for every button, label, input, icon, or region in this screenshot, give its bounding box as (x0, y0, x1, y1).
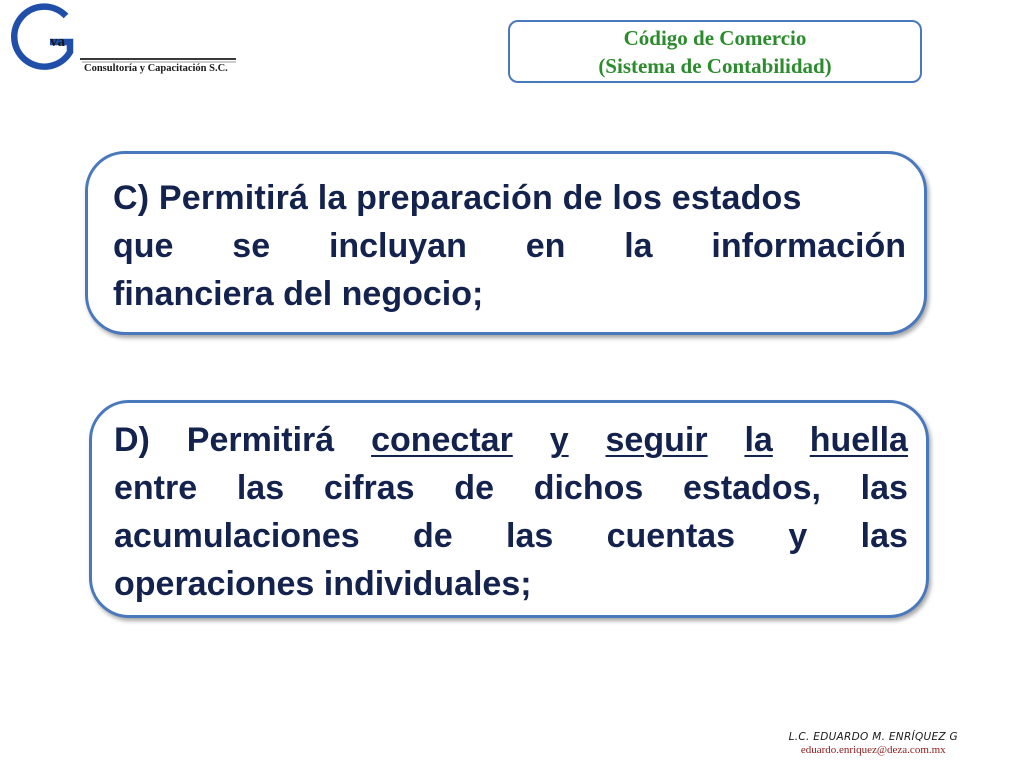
box-d-word: las (236, 469, 285, 507)
slide-title-box (508, 20, 922, 83)
box-d-word: acumulaciones (114, 517, 360, 555)
box-d-word: estados, (683, 469, 821, 507)
content-box-c (85, 151, 927, 335)
box-c-word: la (624, 227, 653, 265)
box-d-word: cifras (323, 469, 415, 507)
box-c-word: que (113, 227, 174, 265)
box-d-line-4: operaciones individuales; (114, 565, 532, 603)
logo-subtitle: Consultoría y Capacitación S.C. (84, 63, 228, 74)
box-d-line-2 (114, 464, 908, 512)
box-d-underlined-word: conectar (371, 421, 513, 459)
box-d-word: de (412, 517, 453, 555)
footer-signature (789, 731, 958, 756)
logo-superscript: va (50, 34, 65, 50)
box-d-word: D) (114, 421, 150, 459)
box-d-word: Permitirá (186, 421, 335, 459)
footer-email: eduardo.enriquez@deza.com.mx (800, 744, 946, 756)
box-d-underlined-word: seguir (605, 421, 708, 459)
box-c-word: incluyan (328, 227, 467, 265)
box-d-word: las (506, 517, 554, 555)
box-c-line-3: financiera del negocio; (113, 275, 484, 313)
slide-title-line-2: (Sistema de Contabilidad) (598, 54, 832, 78)
box-d-line-1 (114, 416, 908, 464)
box-d-word: y (788, 517, 808, 555)
box-d-word: entre (114, 469, 198, 507)
box-d-word: las (860, 469, 908, 507)
box-d-underlined-word: huella (809, 421, 908, 459)
company-logo (4, 2, 244, 78)
box-d-word: dichos (533, 469, 644, 507)
box-d-underlined-word: la (744, 421, 773, 459)
box-c-word: en (525, 227, 566, 265)
slide-title-line-1: Código de Comercio (623, 26, 807, 50)
footer-author-name: L.C. EDUARDO M. ENRÍQUEZ G (788, 731, 958, 743)
box-d-underlined-word: y (549, 421, 569, 459)
box-c-line-1: C) Permitirá la preparación de los estados (113, 179, 802, 217)
box-c-word: información (711, 227, 906, 265)
box-d-line-3 (114, 512, 908, 560)
box-c-word: se (232, 227, 271, 265)
content-box-d (89, 400, 929, 618)
box-d-word: cuentas (606, 517, 736, 555)
box-d-word: las (860, 517, 908, 555)
box-c-line-2 (113, 222, 906, 270)
box-d-word: de (454, 469, 494, 507)
